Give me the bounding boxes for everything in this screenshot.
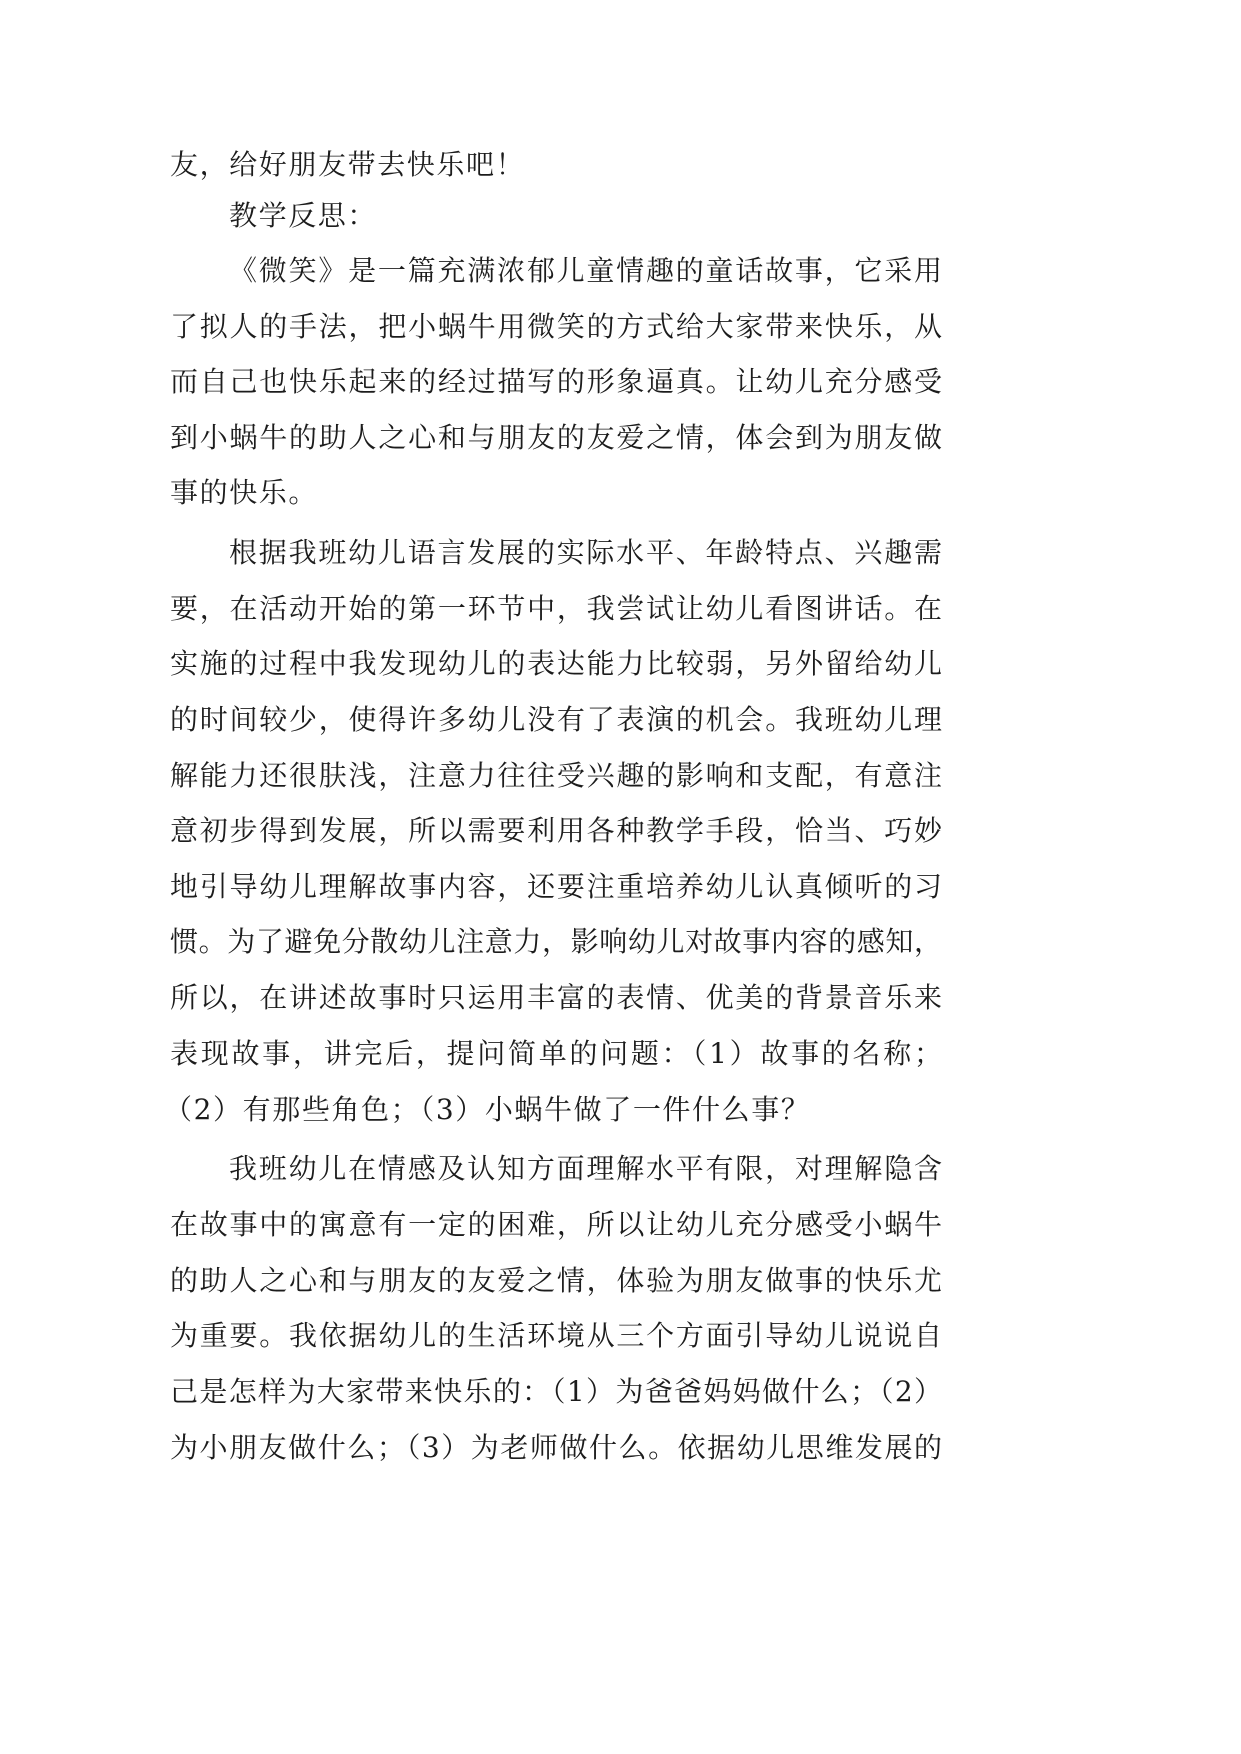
text-line: 解能力还很肤浅，注意力往往受兴趣的影响和支配，有意注 bbox=[170, 759, 942, 792]
text-line: 所以，在讲述故事时只运用丰富的表情、优美的背景音乐来 bbox=[170, 981, 942, 1014]
text-line: 要，在活动开始的第一环节中，我尝试让幼儿看图讲话。在 bbox=[170, 592, 942, 625]
text-line: 为重要。我依据幼儿的生活环境从三个方面引导幼儿说说自 bbox=[170, 1319, 942, 1352]
text-line: 表现故事，讲完后，提问简单的问题：（1）故事的名称； bbox=[170, 1037, 942, 1070]
text-line: 了拟人的手法，把小蜗牛用微笑的方式给大家带来快乐，从 bbox=[170, 310, 942, 343]
text-line: 事的快乐。 bbox=[170, 476, 319, 509]
text-line: 意初步得到发展，所以需要利用各种教学手段，恰当、巧妙 bbox=[170, 814, 942, 847]
text-line: 我班幼儿在情感及认知方面理解水平有限，对理解隐含 bbox=[229, 1152, 942, 1185]
text-line: 友，给好朋友带去快乐吧！ bbox=[170, 148, 526, 181]
text-line: 到小蜗牛的助人之心和与朋友的友爱之情，体会到为朋友做 bbox=[170, 421, 942, 454]
text-line: 惯。为了避免分散幼儿注意力，影响幼儿对故事内容的感知， bbox=[170, 925, 942, 958]
text-line: 的助人之心和与朋友的友爱之情，体验为朋友做事的快乐尤 bbox=[170, 1264, 942, 1297]
text-line: （2）有那些角色；（3）小蜗牛做了一件什么事？ bbox=[164, 1093, 811, 1126]
text-line: 为小朋友做什么；（3）为老师做什么。依据幼儿思维发展的 bbox=[170, 1431, 942, 1464]
text-line: 实施的过程中我发现幼儿的表达能力比较弱，另外留给幼儿 bbox=[170, 647, 942, 680]
text-line: 地引导幼儿理解故事内容，还要注重培养幼儿认真倾听的习 bbox=[170, 870, 942, 903]
text-line: 而自己也快乐起来的经过描写的形象逼真。让幼儿充分感受 bbox=[170, 365, 942, 398]
text-line: 的时间较少，使得许多幼儿没有了表演的机会。我班幼儿理 bbox=[170, 703, 942, 736]
text-line: 在故事中的寓意有一定的困难，所以让幼儿充分感受小蜗牛 bbox=[170, 1208, 942, 1241]
text-line: 己是怎样为大家带来快乐的：（1）为爸爸妈妈做什么；（2） bbox=[170, 1375, 942, 1408]
text-line: 《微笑》是一篇充满浓郁儿童情趣的童话故事，它采用 bbox=[229, 254, 942, 287]
text-line: 根据我班幼儿语言发展的实际水平、年龄特点、兴趣需 bbox=[229, 536, 942, 569]
heading-text: 教学反思： bbox=[229, 199, 378, 232]
